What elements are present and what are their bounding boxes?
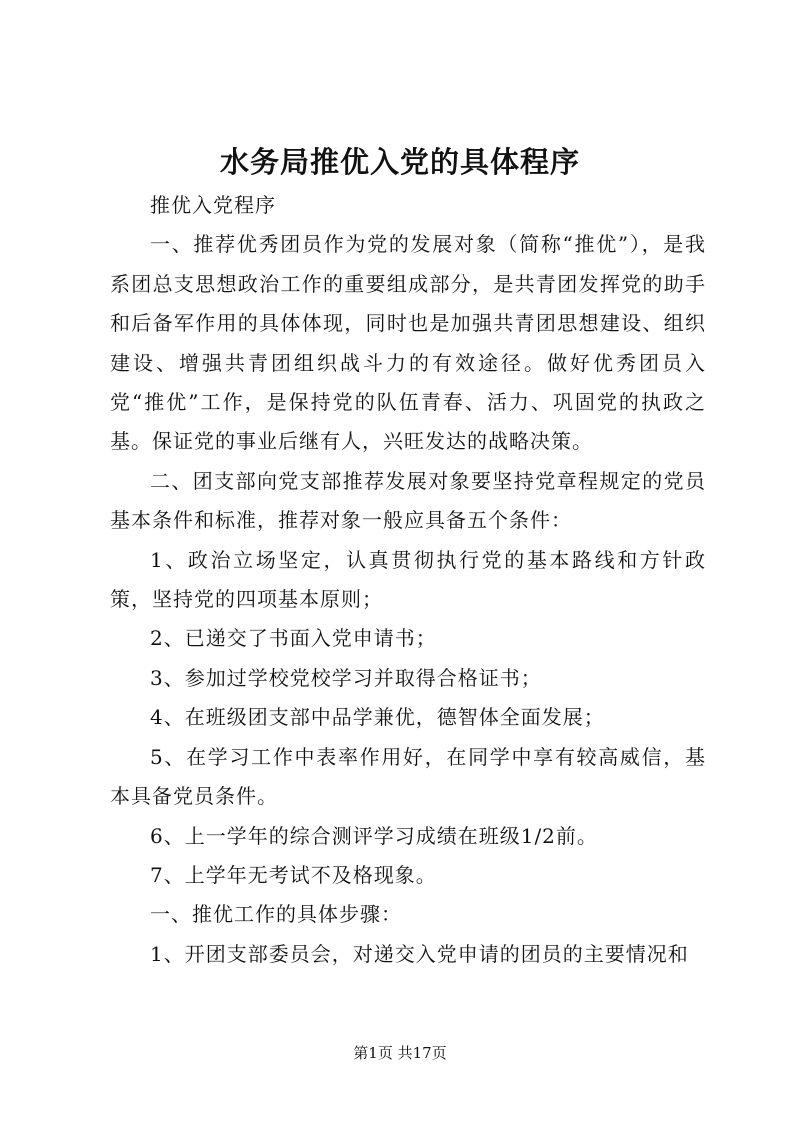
paragraph-criteria-intro: 二、团支部向党支部推荐发展对象要坚持党章程规定的党员基本条件和标准，推荐对象一般应具备五个条件： — [110, 468, 706, 533]
paragraph-intro: 一、推荐优秀团员作为党的发展对象（简称“推优”），是我系团总支思想政治工作的重要组成部分，是共青团发挥党的助手和后备军作用的具体体现，同时也是加强共青团思想建设、组织建设、增强共青团组织战斗力的有效途径。做好优秀团员入党“推优”工作，是保持党的队伍青春、活力、巩固党的执政之基。保证党的事业后继有人，兴旺发达的战略决策。 — [110, 232, 706, 454]
paragraph-criterion-4: 4、在班级团支部中品学兼优，德智体全面发展； — [150, 705, 605, 730]
paragraph-criterion-5: 5、在学习工作中表率作用好，在同学中享有较高威信，基本具备党员条件。 — [110, 744, 706, 809]
page-number: 第1页 共17页 — [353, 1044, 447, 1062]
paragraph-criterion-6: 6、上一学年的综合测评学习成绩在班级1/2前。 — [150, 823, 598, 848]
paragraph-steps-heading: 一、推优工作的具体步骤： — [150, 902, 402, 927]
paragraph-criterion-1: 1、政治立场坚定，认真贯彻执行党的基本路线和方针政策，坚持党的四项基本原则； — [110, 547, 706, 612]
paragraph-criterion-3: 3、参加过学校党校学习并取得合格证书； — [150, 665, 542, 690]
paragraph-criterion-2: 2、已递交了书面入党申请书； — [150, 626, 437, 651]
paragraph-criterion-7: 7、上学年无考试不及格现象。 — [150, 862, 437, 887]
page-footer — [0, 1043, 800, 1063]
document-title: 水务局推优入党的具体程序 — [219, 145, 580, 179]
paragraph-heading: 推优入党程序 — [150, 193, 276, 217]
document-body — [110, 186, 706, 974]
paragraph-step-1: 1、开团支部委员会，对递交入党申请的团员的主要情况和 — [150, 941, 689, 966]
